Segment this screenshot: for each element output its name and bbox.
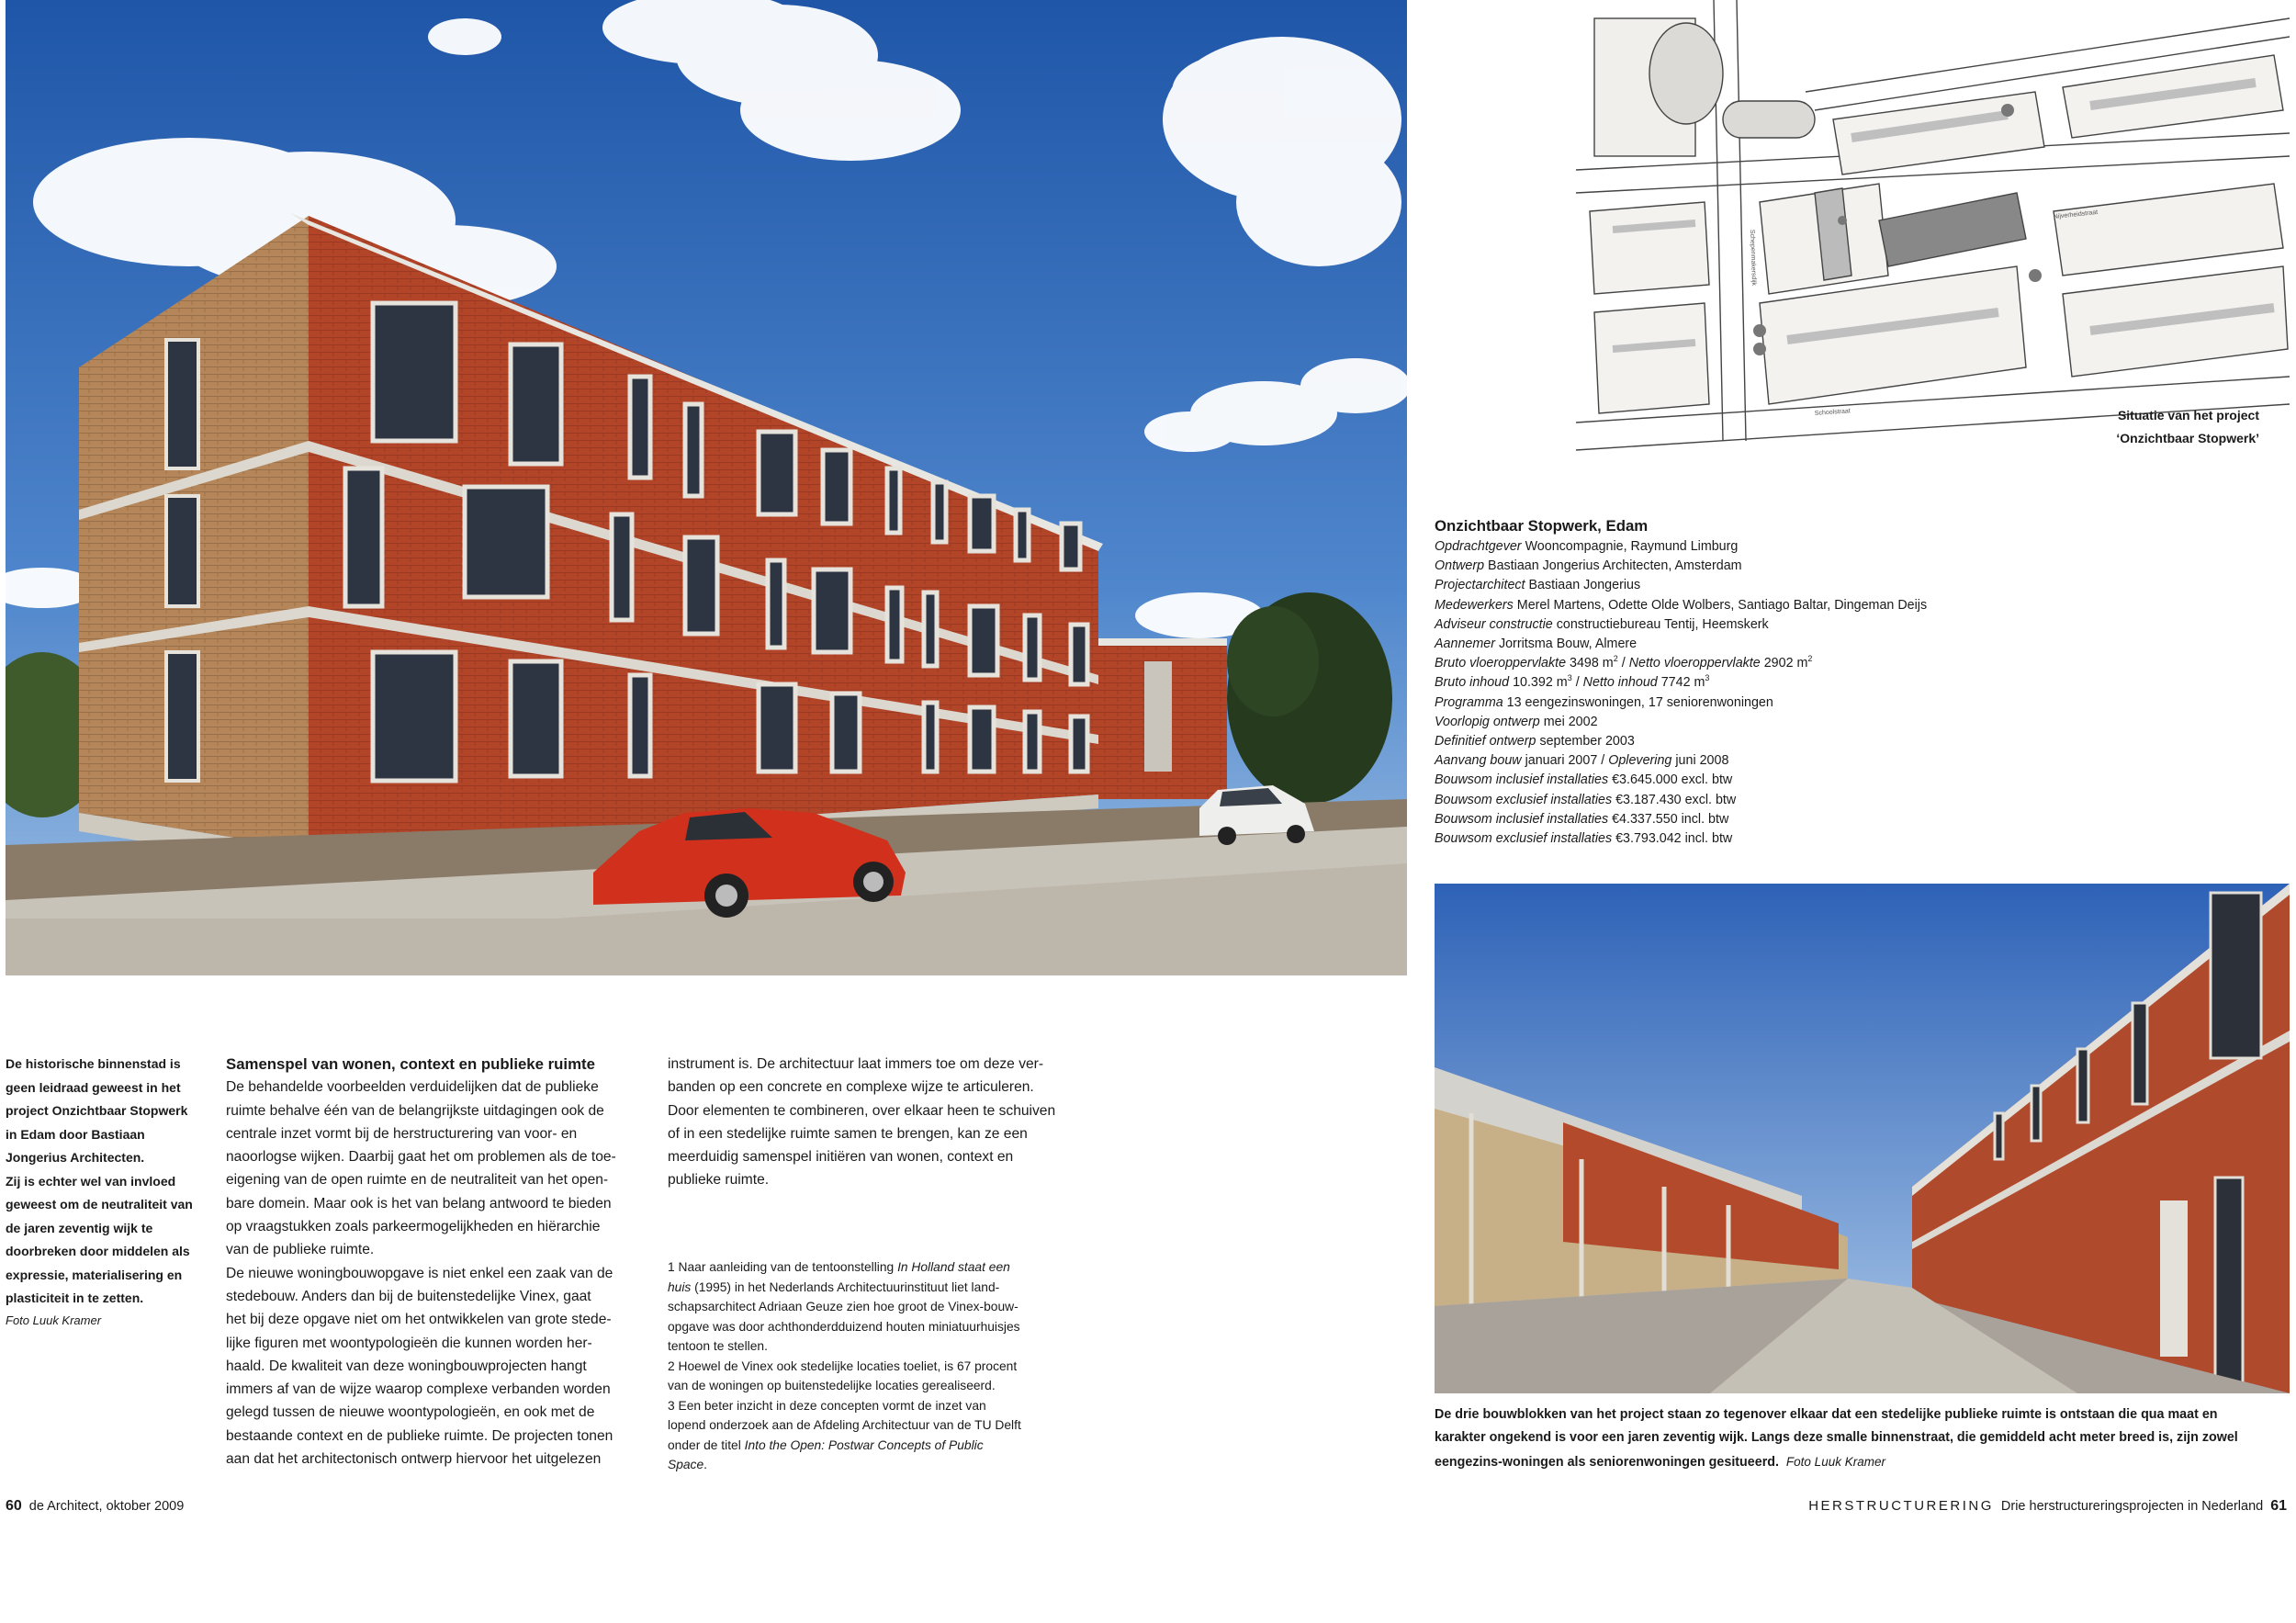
article-series-title: Drie herstructureringsprojecten in Nederland [2000, 1499, 2264, 1514]
footnote-line: van de woningen op buitenstedelijke locaties gerealiseerd. [668, 1379, 996, 1392]
article-line: eigening van de open ruimte en de neutraliteit van het open- [226, 1172, 609, 1189]
project-specs [1435, 516, 2296, 849]
spec-row: Bouwsom exclusief installaties €3.793.042 incl. btw [1435, 831, 1733, 847]
article-line: op vraagstukken zoals parkeermogelijkheden en hiërarchie [226, 1219, 601, 1235]
article-column-2 [668, 1053, 1090, 1192]
caption-line: geen leidraad geweest in het [6, 1079, 181, 1095]
spec-row: Ontwerp Bastiaan Jongerius Architecten, Amsterdam [1435, 558, 1742, 574]
spec-row: Opdrachtgever Wooncompagnie, Raymund Limburg [1435, 539, 1739, 554]
article-heading: Samenspel van wonen, context en publieke ruimte [226, 1055, 595, 1073]
article-line: aan dat het architectonisch ontwerp hiervoor het uitgelezen [226, 1451, 602, 1468]
article-line: immers af van de wijze waarop complexe verbanden worden [226, 1381, 611, 1398]
caption-line: De historische binnenstad is [6, 1056, 181, 1071]
article-line: gelegd tussen de nieuwe woontypologieën, en ook met de [226, 1404, 595, 1421]
spec-row: Programma 13 eengezinswoningen, 17 seniorenwoningen [1435, 694, 1773, 710]
footer-left [6, 1498, 184, 1515]
caption-line: geweest om de neutraliteit van [6, 1197, 193, 1212]
spec-row: Adviseur constructie constructiebureau Tentij, Heemskerk [1435, 616, 1769, 632]
site-plan [1576, 0, 2290, 461]
page-number-right: 61 [2270, 1498, 2287, 1514]
caption-line: project Onzichtbaar Stopwerk [6, 1103, 188, 1118]
specs-title: Onzichtbaar Stopwerk, Edam [1435, 517, 1649, 535]
page-number-left: 60 [6, 1498, 22, 1514]
article-line: stedebouw. Anders dan bij de buitenstedelijke Vinex, gaat [226, 1288, 591, 1304]
hero-photo [6, 0, 1407, 975]
caption-line: plasticiteit in te zetten. [6, 1291, 144, 1305]
article-line: of in een stedelijke ruimte samen te brengen, kan ze een [668, 1125, 1028, 1142]
photo-credit: Foto Luuk Kramer [1785, 1454, 1885, 1469]
article-line: De behandelde voorbeelden verduidelijken dat de publieke [226, 1079, 599, 1096]
footnote-line: lopend onderzoek aan de Afdeling Architectuur van de TU Delft [668, 1418, 1021, 1432]
spec-row: Aannemer Jorritsma Bouw, Almere [1435, 637, 1638, 652]
site-plan-caption-line2: ‘Onzichtbaar Stopwerk’ [2116, 431, 2259, 445]
spec-row-area: Bruto vloeroppervlakte 3498 $m^2$ / Netto vloeroppervlakte 2902 $m^2$ [1435, 654, 1813, 671]
caption-line: de jaren zeventig wijk te [6, 1220, 153, 1235]
article-line: het bij deze opgave niet om het ontwikkelen van grote stede- [226, 1312, 612, 1328]
spec-row: Definitief ontwerp september 2003 [1435, 734, 1635, 750]
article-line: centrale inzet vormt bij de herstructurering van voor- en [226, 1125, 578, 1142]
article-line: meerduidig samenspel initiëren van wonen, context en [668, 1149, 1014, 1166]
caption-line: eengezins-woningen als seniorenwoningen gesitueerd. [1435, 1454, 1779, 1470]
caption-line: in Edam door Bastiaan [6, 1126, 145, 1142]
article-line: lijke figuren met woontypologieën die kunnen worden her- [226, 1335, 592, 1351]
article-line: van de publieke ruimte. [226, 1242, 375, 1258]
spec-row: Voorlopig ontwerp mei 2002 [1435, 714, 1598, 729]
caption-line: doorbreken door middelen als [6, 1244, 190, 1258]
footnote-line: schapsarchitect Adriaan Geuze zien hoe groot de Vinex-bouw- [668, 1300, 1019, 1313]
spec-row: Bouwsom inclusief installaties €4.337.550 incl. btw [1435, 811, 1729, 827]
footnote-line: tentoon te stellen. [668, 1339, 768, 1353]
caption-line: Jongerius Architecten. [6, 1150, 145, 1165]
footnotes [668, 1257, 1090, 1475]
caption-line: Zij is echter wel van invloed [6, 1173, 176, 1189]
spec-row: Projectarchitect Bastiaan Jongerius [1435, 578, 1641, 593]
section-name: HERSTRUCTURERING [1808, 1498, 1994, 1514]
article-line: De nieuwe woningbouwopgave is niet enkel een zaak van de [226, 1265, 613, 1281]
article-line: ruimte behalve één van de belangrijkste uitdagingen ook de [226, 1102, 604, 1119]
article-line: publieke ruimte. [668, 1172, 770, 1189]
photo-credit: Foto Luuk Kramer [6, 1313, 102, 1327]
footnote-line: onder de titel Into the Open: Postwar Concepts of Public [668, 1437, 984, 1452]
street-label-1: Nijverheidstraat [2053, 209, 2099, 220]
article-line: naoorlogse wijken. Daarbij gaat het om problemen als de toe- [226, 1149, 616, 1166]
spec-row-volume: Bruto inhoud 10.392 $m^3$ / Netto inhoud 7742 $m^3$ [1435, 673, 1710, 691]
street-label-3: Schoolstraat [1814, 408, 1851, 417]
article-line: banden op een concrete en complexe wijze te articuleren. [668, 1079, 1034, 1096]
caption-line: karakter ongekend is voor een jaren zeventig wijk. Langs deze smalle binnenstraat, die gemiddeld acht meter breed is, zijn zowel [1435, 1430, 2238, 1446]
article-line: bestaande context en de publieke ruimte. De projecten tonen [226, 1427, 613, 1444]
hero-caption [6, 1053, 198, 1331]
street-label-2: Schepenmakersdijk [1749, 229, 1758, 287]
spec-row: Bouwsom inclusief installaties €3.645.000 excl. btw [1435, 772, 1733, 788]
footnote-line: Space. [668, 1458, 707, 1471]
site-plan-caption [2002, 404, 2259, 450]
footnote-line: 2 Hoewel de Vinex ook stedelijke locaties toeliet, is 67 procent [668, 1358, 1018, 1373]
article-line: haald. De kwaliteit van deze woningbouwprojecten hangt [226, 1358, 587, 1374]
footnote-line: opgave was door achthonderdduizend houten miniatuurhuisjes [668, 1319, 1020, 1334]
article-line: instrument is. De architectuur laat immers toe om deze ver- [668, 1056, 1044, 1072]
caption-line: De drie bouwblokken van het project staan zo tegenover elkaar dat een stedelijke publieke ruimte is ontstaan die qua maat en [1435, 1407, 2218, 1422]
street-photo-caption [1435, 1403, 2296, 1474]
footnote-line: 1 Naar aanleiding van de tentoonstelling In Holland staat een [668, 1260, 1010, 1274]
article-line: bare domein. Maar ook is het van belang antwoord te bieden [226, 1195, 612, 1212]
spec-row: Bouwsom exclusief installaties €3.187.430 excl. btw [1435, 792, 1737, 807]
caption-line: expressie, materialisering en [6, 1267, 183, 1282]
article-line: Door elementen te combineren, over elkaar heen te schuiven [668, 1102, 1056, 1119]
spec-row: Medewerkers Merel Martens, Odette Olde Wolbers, Santiago Baltar, Dingeman Deijs [1435, 597, 1928, 613]
footer-right [1808, 1498, 2287, 1515]
site-plan-caption-line1: Situatie van het project [2117, 408, 2259, 423]
footnote-line: huis (1995) in het Nederlands Architectuurinstituut liet land- [668, 1279, 1000, 1294]
footnote-line: 3 Een beter inzicht in deze concepten vormt de inzet van [668, 1398, 986, 1413]
article-column-1 [226, 1053, 643, 1471]
street-photo [1435, 884, 2290, 1393]
spec-row-dates: Aanvang bouw januari 2007 / Oplevering juni 2008 [1435, 753, 1729, 769]
publication-line: de Architect, oktober 2009 [28, 1499, 185, 1514]
